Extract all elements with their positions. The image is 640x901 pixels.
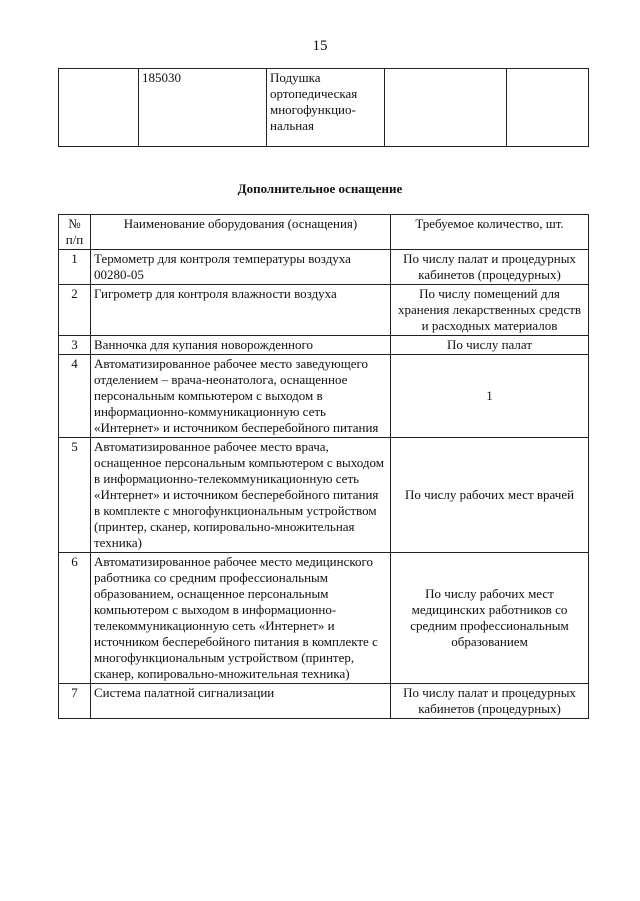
- row-name: Система палатной сигнализации: [91, 684, 391, 719]
- table-row: [59, 69, 589, 147]
- table-row: [59, 438, 589, 553]
- table-row: [59, 355, 589, 438]
- item-name: Подушка ортопедическая многофункцио-нальная: [267, 69, 385, 147]
- table-row: [59, 285, 589, 336]
- section-title: Дополнительное оснащение: [237, 181, 403, 196]
- row-name: Автоматизированное рабочее место заведующего отделением – врача-неонатолога, оснащенное персональным компьютером с выходом в информационно-коммуникационную сеть «Интернет» и источником бесперебойного питания: [91, 355, 391, 438]
- row-qty: По числу рабочих мест медицинских работников со средним профессиональным образованием: [391, 553, 589, 684]
- header-num: № п/п: [59, 215, 91, 250]
- table-row: [59, 684, 589, 719]
- row-num: 7: [59, 684, 91, 719]
- row-qty: По числу помещений для хранения лекарственных средств и расходных материалов: [391, 285, 589, 336]
- row-qty: По числу палат: [391, 336, 589, 355]
- row-qty: По числу палат и процедурных кабинетов (процедурных): [391, 684, 589, 719]
- row-name: Автоматизированное рабочее место врача, оснащенное персональным компьютером с выходом в информационно-телекоммуникационную сеть «Интернет» и источником бесперебойного питания в комплекте с многофункциональным устройством (принтер, сканер, копировально-множительная техника): [91, 438, 391, 553]
- row-num: 2: [59, 285, 91, 336]
- row-name: Автоматизированное рабочее место медицинского работника со средним профессиональным образованием, оснащенное персональным компьютером с выходом в информационно-телекоммуникационную сеть «Интернет» и источником бесперебойного питания в комплекте с многофункциональным устройством (принтер, сканер, копировально-множительная техника): [91, 553, 391, 684]
- row-qty: По числу палат и процедурных кабинетов (процедурных): [391, 250, 589, 285]
- header-qty: Требуемое количество, шт.: [391, 215, 589, 250]
- empty-cell: [507, 69, 589, 147]
- header-row: [59, 215, 589, 250]
- table-row: [59, 250, 589, 285]
- table-row: [59, 336, 589, 355]
- table-row: [59, 553, 589, 684]
- row-num: 5: [59, 438, 91, 553]
- continued-table: [58, 68, 589, 147]
- row-num: 4: [59, 355, 91, 438]
- empty-cell: [385, 69, 507, 147]
- row-num: 6: [59, 553, 91, 684]
- page-number: 15: [312, 38, 328, 54]
- equipment-table: [58, 214, 589, 719]
- row-name: Гигрометр для контроля влажности воздуха: [91, 285, 391, 336]
- row-name: Термометр для контроля температуры воздуха 00280-05: [91, 250, 391, 285]
- row-qty: По числу рабочих мест врачей: [391, 438, 589, 553]
- item-code: 185030: [139, 69, 267, 147]
- header-name: Наименование оборудования (оснащения): [91, 215, 391, 250]
- empty-cell: [59, 69, 139, 147]
- row-qty: 1: [391, 355, 589, 438]
- row-num: 3: [59, 336, 91, 355]
- row-name: Ванночка для купания новорожденного: [91, 336, 391, 355]
- row-num: 1: [59, 250, 91, 285]
